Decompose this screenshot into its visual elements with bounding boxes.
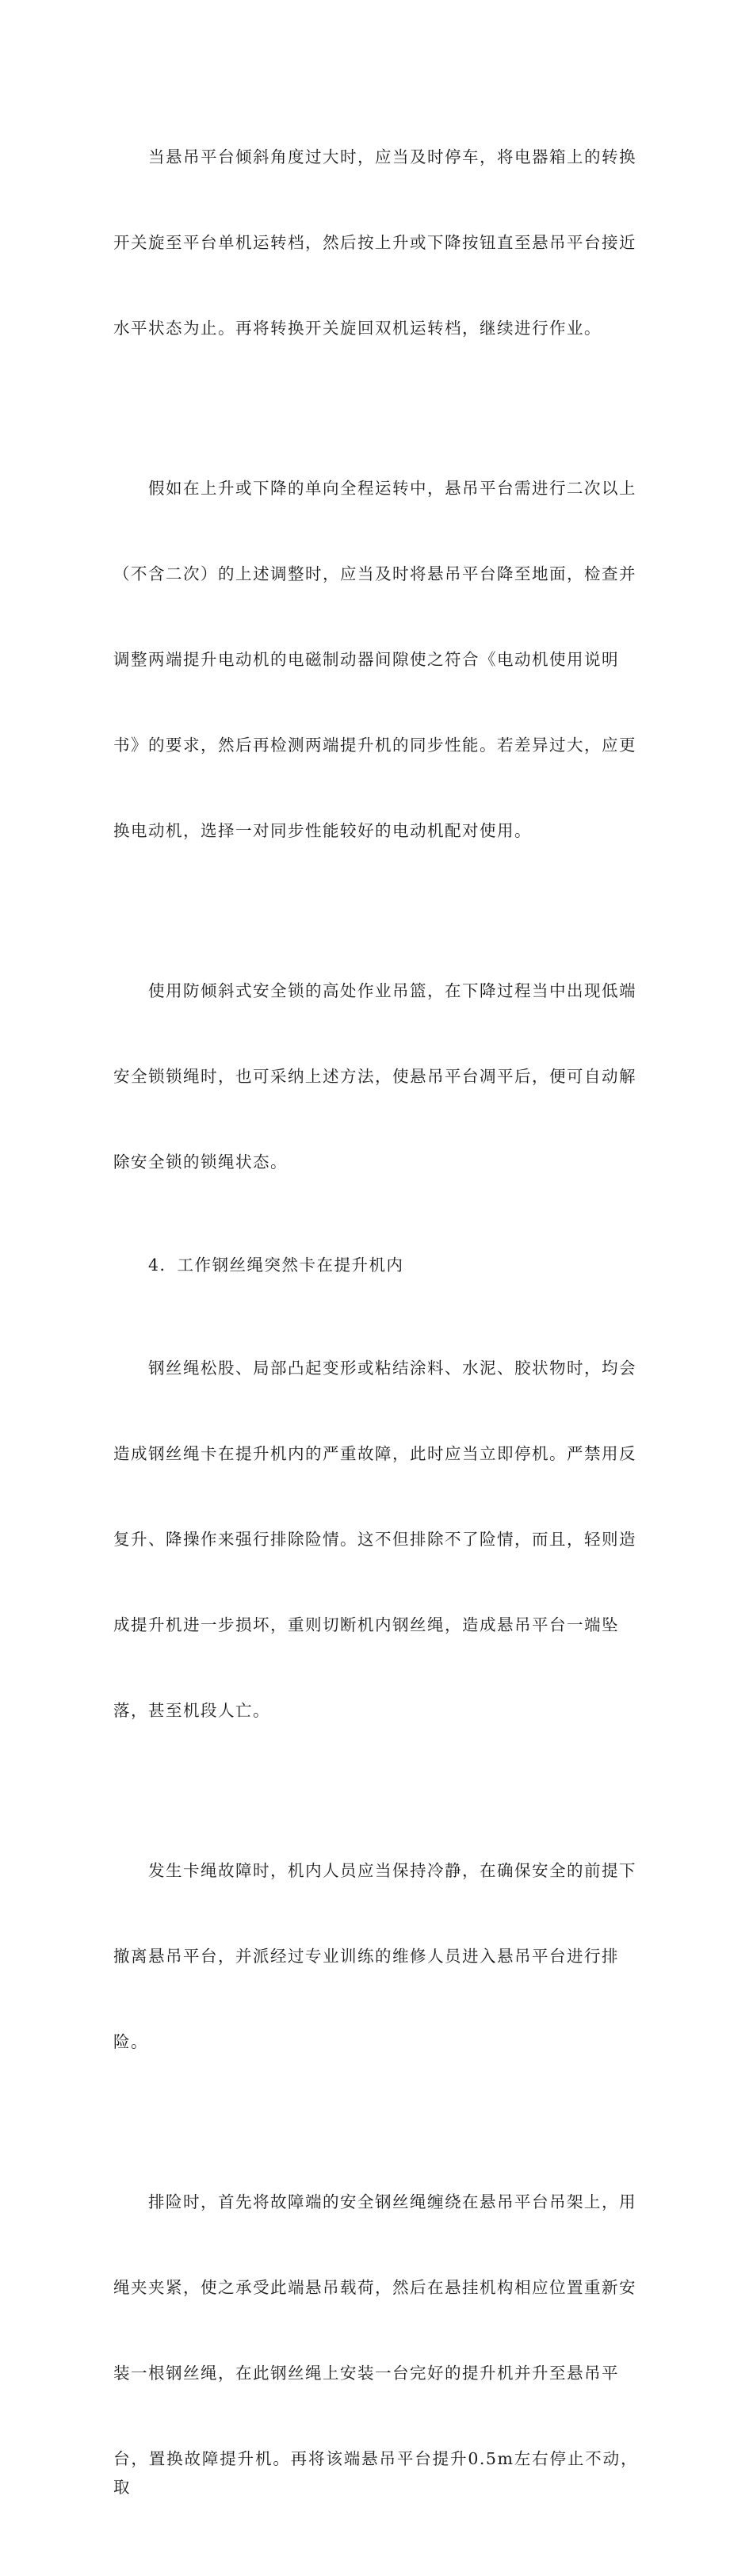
text-line: 书》的要求，然后再检测两端提升机的同步性能。若差异过大，应更 [113,736,636,755]
text-line: 水平状态为止。再将转换开关旋回双机运转档，继续进行作业。 [113,319,602,338]
text-line: （不含二次）的上述调整时，应当及时将悬吊平台降至地面，检查并 [113,564,636,583]
text-line: 使用防倾斜式安全锁的高处作业吊篮，在下降过程当中出现低端 [148,981,636,1000]
paragraph-safety-lock [113,919,638,1233]
section-heading [113,1251,638,1279]
text-line: 成提升机进一步损坏，重则切断机内钢丝绳，造成悬吊平台一端坠 [113,1615,619,1634]
text-line: 台，置换故障提升机。再将该端悬吊平台提升0.5m左右停止不动，取 [113,2449,638,2497]
text-line: 开关旋至平台单机运转档，然后按上升或下降按钮直至悬吊平台接近 [113,233,636,252]
document-body [113,86,638,2576]
text-line: 复升、降操作来强行排除险情。这不但排除不了险情，而且，轻则造 [113,1530,636,1549]
text-line: 险。 [113,2032,148,2051]
text-line: 假如在上升或下降的单向全程运转中，悬吊平台需进行二次以上 [148,479,636,498]
text-line: 换电动机，选择一对同步性能较好的电动机配对使用。 [113,821,532,840]
text-line: 安全锁锁绳时，也可采纳上述方法，使悬吊平台凋平后，便可自动解 [113,1067,636,1086]
text-line: 排险时，首先将故障端的安全钢丝绳缠绕在悬吊平台吊架上，用 [148,2192,636,2211]
text-line: 落，甚至机段人亡。 [113,1701,270,1720]
text-line: 装一根钢丝绳，在此钢丝绳上安装一台完好的提升机并升至悬吊平 [113,2364,619,2383]
paragraph-troubleshooting [113,2131,638,2559]
text-line: 造成钢丝绳卡在提升机内的严重故障，此时应当立即停机。严禁用反 [113,1444,636,1463]
paragraph-repeated-adjustment [113,417,638,902]
paragraph-platform-tilt [113,86,638,399]
paragraph-wire-rope-jam [113,1297,638,1782]
text-line: 钢丝绳松股、局部凸起变形或粘结涂料、水泥、胶状物时，均会 [148,1359,636,1378]
text-line: 当悬吊平台倾斜角度过大时，应当及时停车，将电器箱上的转换 [148,147,636,166]
section-heading-text: 4．工作钢丝绳突然卡在提升机内 [148,1256,404,1275]
paragraph-evacuation [113,1799,638,2113]
text-line: 绳夹夹紧，使之承受此端悬吊载荷，然后在悬挂机构相应位置重新安 [113,2278,636,2297]
text-line: 调整两端提升电动机的电磁制动器间隙使之符合《电动机使用说明 [113,650,619,669]
text-line: 发生卡绳故障时，机内人员应当保持冷静，在确保安全的前提下 [148,1861,636,1880]
text-line: 除安全锁的锁绳状态。 [113,1152,288,1171]
text-line: 撤离悬吊平台，并派经过专业训练的维修人员进入悬吊平台进行排 [113,1947,619,1966]
